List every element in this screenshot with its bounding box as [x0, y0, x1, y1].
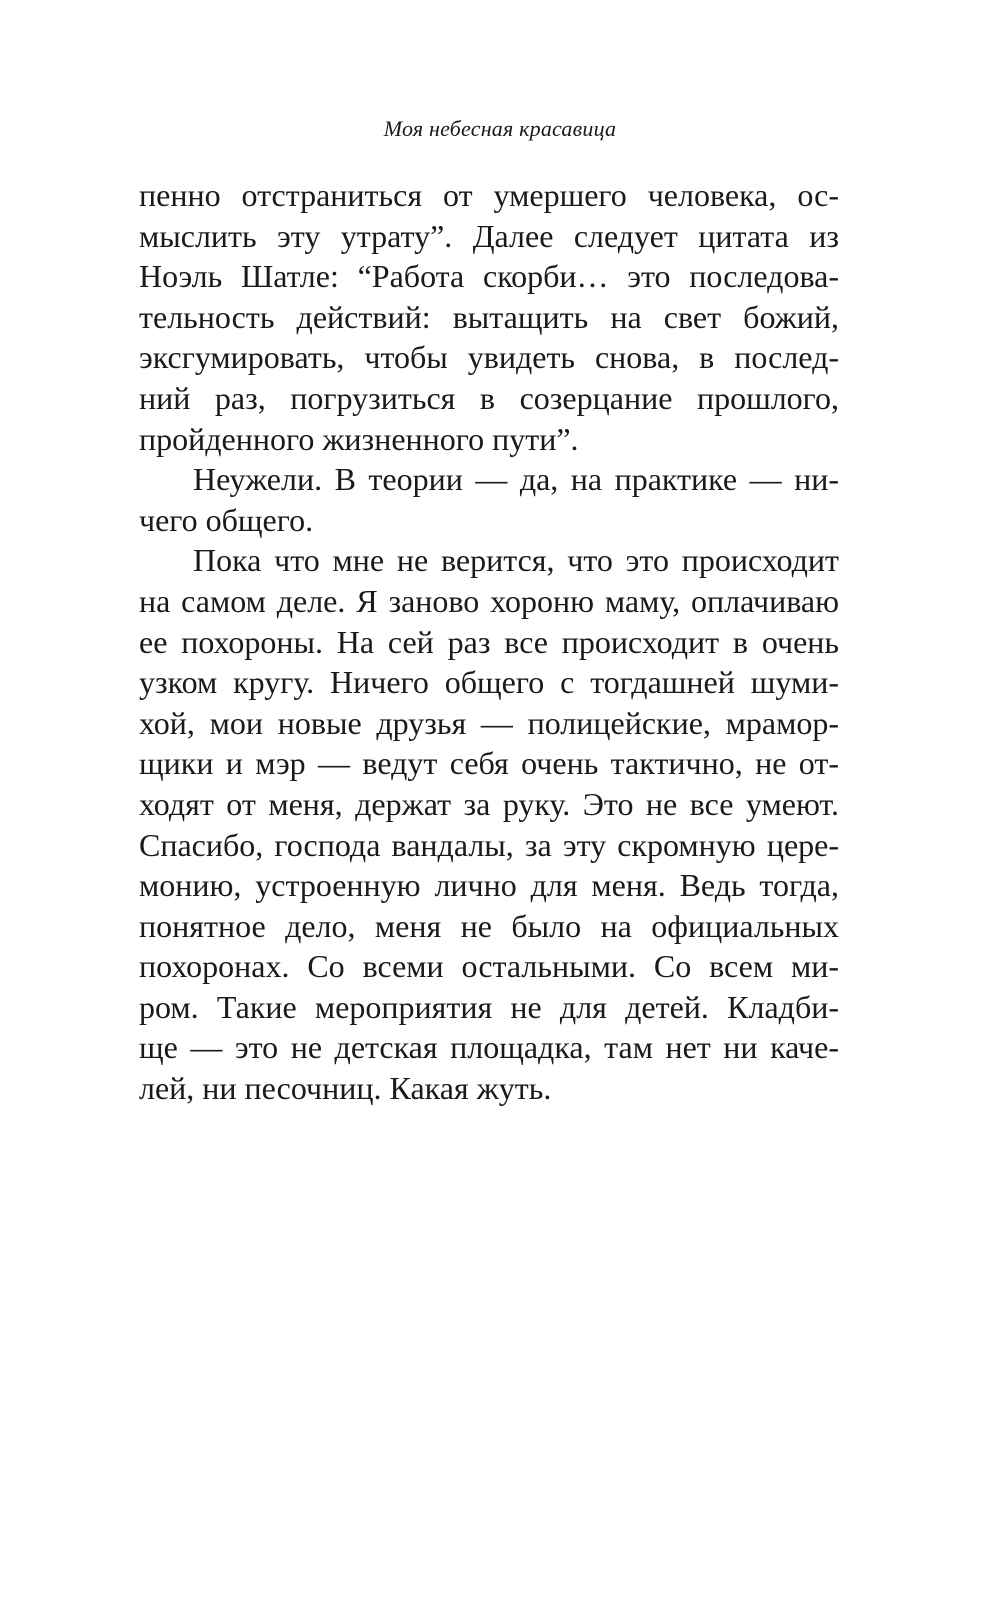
text-line: хой, мои новые друзья — полицейские, мрамор-	[139, 704, 839, 741]
running-head-title: Моя небесная красавица	[383, 116, 617, 141]
text-line: тельность действий: вытащить на свет божий,	[139, 298, 839, 335]
text-line: пенно отстраниться от умершего человека, ос-	[139, 177, 839, 213]
paragraph-3	[139, 540, 839, 1108]
text-line: эксгумировать, чтобы увидеть снова, в послед-	[139, 339, 839, 376]
text-line: монию, устроенную лично для меня. Ведь тогда,	[139, 867, 839, 904]
text-line: на самом деле. Я заново хороню маму, оплачиваю	[139, 582, 839, 619]
text-line: похоронах. Со всеми остальными. Со всем ми-	[139, 948, 839, 985]
text-line: Спасибо, господа вандалы, за эту скромную цере-	[139, 826, 839, 863]
text-line: ром. Такие мероприятия не для детей. Кладби-	[139, 988, 839, 1025]
text-line: ее похороны. На сей раз все происходит в очень	[139, 623, 839, 660]
text-line: Ноэль Шатле: “Работа скорби… это последова-	[139, 258, 839, 295]
text-line: узком кругу. Ничего общего с тогдашней шуми-	[139, 664, 839, 701]
text-line: лей, ни песочниц. Какая жуть.	[139, 1070, 552, 1107]
text-line: понятное дело, меня не было на официальных	[139, 907, 839, 944]
paragraph-2	[139, 459, 839, 540]
text-line: Неужели. В теории — да, на практике — ни-	[193, 461, 839, 498]
body-text	[139, 175, 839, 1109]
text-line: ходят от меня, держат за руку. Это не все умеют.	[139, 785, 839, 822]
text-line: пройденного жизненного пути”.	[139, 420, 579, 457]
text-line: ний раз, погрузиться в созерцание прошлого,	[139, 379, 839, 416]
paragraph-1	[139, 175, 839, 459]
text-line: чего общего.	[139, 501, 314, 538]
text-line: ще — это не детская площадка, там нет ни каче-	[139, 1029, 839, 1066]
text-line: Пока что мне не верится, что это происходит	[193, 542, 839, 579]
text-line: щики и мэр — ведут себя очень тактично, не от-	[139, 745, 839, 782]
text-line: мыслить эту утрату”. Далее следует цитата из	[139, 217, 839, 254]
